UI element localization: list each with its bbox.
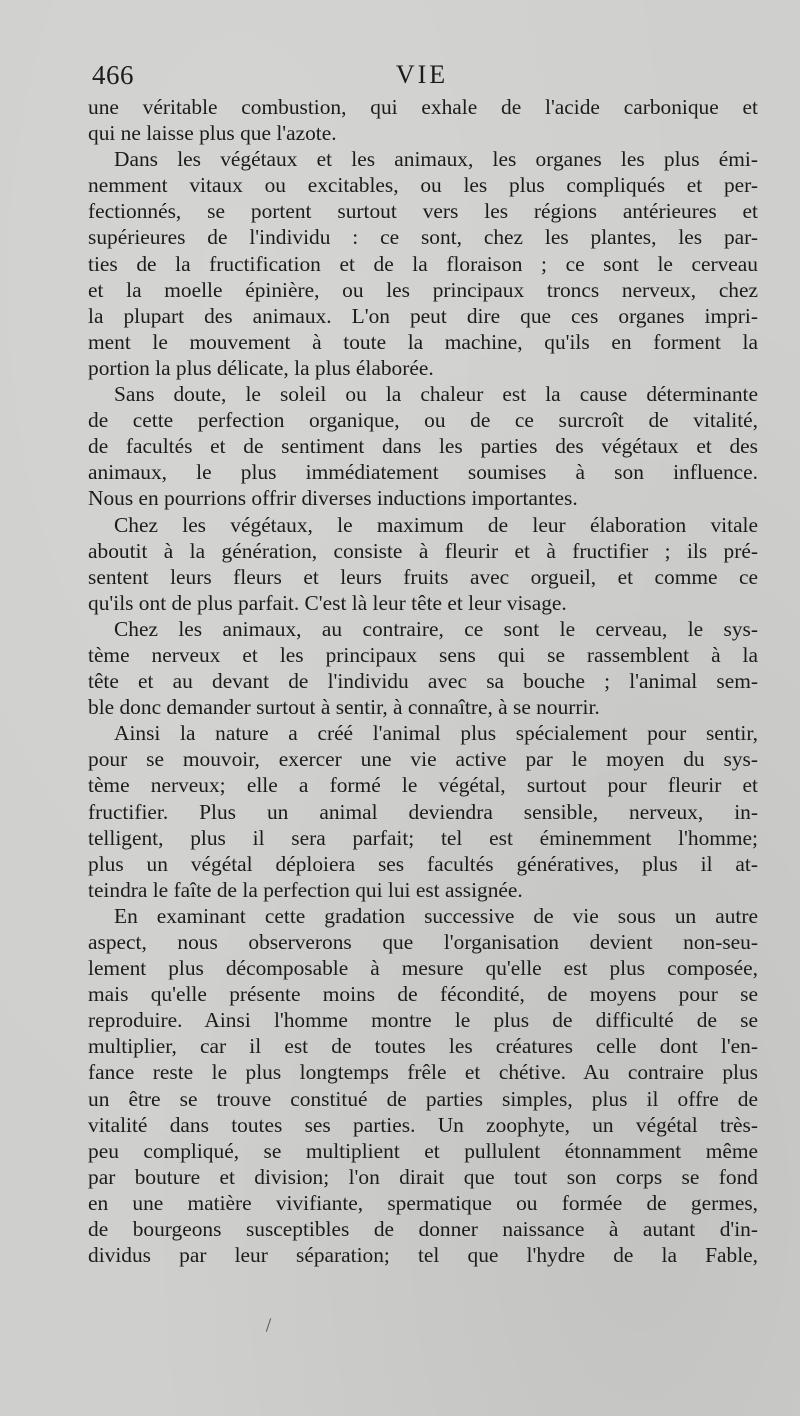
text-line: fructifier. Plus un animal deviendra sensible, nerveux, in- — [88, 799, 758, 824]
text-line: teindra le faîte de la perfection qui lui est assignée. — [88, 877, 523, 902]
text-line: dividus par leur séparation; tel que l'hydre de la Fable, — [88, 1243, 758, 1268]
text-line: de bourgeons susceptibles de donner naissance à autant d'in- — [88, 1217, 758, 1242]
ink-mark — [266, 1318, 271, 1332]
text-body — [88, 94, 758, 1268]
text-line: qu'ils ont de plus parfait. C'est là leur tête et leur visage. — [88, 590, 567, 615]
text-line: tête et au devant de l'individu avec sa bouche ; l'animal sem- — [88, 669, 758, 694]
running-head — [86, 60, 758, 92]
text-line: peu compliqué, se multiplient et pullulent étonnamment même — [88, 1138, 758, 1163]
text-line: Sans doute, le soleil ou la chaleur est la cause déterminante — [114, 382, 758, 407]
text-line: pour se mouvoir, exercer une vie active par le moyen du sys- — [88, 747, 758, 772]
text-line: nemment vitaux ou excitables, ou les plus compliqués et per- — [88, 173, 758, 198]
text-line: reproduire. Ainsi l'homme montre le plus de difficulté de se — [88, 1008, 758, 1033]
text-line: ties de la fructification et de la floraison ; ce sont le cerveau — [88, 251, 758, 276]
text-line: fance reste le plus longtemps frêle et chétive. Au contraire plus — [88, 1060, 758, 1085]
page-number: 466 — [92, 60, 134, 90]
text-line: par bouture et division; l'on dirait que tout son corps se fond — [88, 1164, 758, 1189]
text-line: portion la plus délicate, la plus élaborée. — [88, 355, 434, 380]
text-line: une véritable combustion, qui exhale de l'acide carbonique et — [88, 95, 758, 119]
text-line: plus un végétal déploiera ses facultés génératives, plus il at- — [88, 851, 758, 876]
text-line: En examinant cette gradation successive de vie sous un autre — [114, 903, 758, 928]
text-line: telligent, plus il sera parfait; tel est éminemment l'homme; — [88, 825, 758, 850]
text-line: la plupart des animaux. L'on peut dire que ces organes impri- — [88, 303, 758, 328]
text-line: un être se trouve constitué de parties simples, plus il offre de — [88, 1086, 758, 1111]
running-title: VIE — [395, 60, 449, 89]
text-line: Chez les végétaux, le maximum de leur élaboration vitale — [114, 512, 758, 537]
text-line: Dans les végétaux et les animaux, les organes les plus émi- — [114, 147, 758, 172]
text-line: fectionnés, se portent surtout vers les régions antérieures et — [88, 199, 758, 224]
text-line: tème nerveux et les principaux sens qui se rassemblent à la — [88, 642, 758, 667]
text-line: aspect, nous observerons que l'organisation devient non-seu- — [88, 930, 758, 954]
text-line: aboutit à la génération, consiste à fleurir et à fructifier ; ils pré- — [88, 538, 758, 563]
text-line: multiplier, car il est de toutes les créatures celle dont l'en- — [88, 1034, 758, 1059]
text-line: mais qu'elle présente moins de fécondité, de moyens pour se — [88, 982, 758, 1007]
text-line: ment le mouvement à toute la machine, qu'ils en forment la — [88, 329, 758, 354]
text-line: qui ne laisse plus que l'azote. — [88, 121, 337, 146]
text-line: Ainsi la nature a créé l'animal plus spécialement pour sentir, — [114, 721, 758, 746]
text-line: Chez les animaux, au contraire, ce sont le cerveau, le sys- — [114, 616, 758, 641]
text-line: en une matière vivifiante, spermatique ou formée de germes, — [88, 1190, 758, 1215]
text-line: sentent leurs fleurs et leurs fruits avec orgueil, et comme ce — [88, 564, 758, 589]
text-line: et la moelle épinière, ou les principaux troncs nerveux, chez — [88, 277, 758, 302]
text-line: de facultés et de sentiment dans les parties des végétaux et des — [88, 434, 758, 459]
text-line: de cette perfection organique, ou de ce surcroît de vitalité, — [88, 408, 758, 433]
text-line: vitalité dans toutes ses parties. Un zoophyte, un végétal très- — [88, 1112, 758, 1137]
text-line: ble donc demander surtout à sentir, à connaître, à se nourrir. — [88, 695, 600, 720]
text-line: animaux, le plus immédiatement soumises à son influence. — [88, 460, 758, 485]
text-line: Nous en pourrions offrir diverses inductions importantes. — [88, 486, 578, 511]
text-line: lement plus décomposable à mesure qu'elle est plus composée, — [88, 956, 758, 981]
text-line: supérieures de l'individu : ce sont, chez les plantes, les par- — [88, 225, 758, 250]
text-line: tème nerveux; elle a formé le végétal, surtout pour fleurir et — [88, 773, 758, 798]
